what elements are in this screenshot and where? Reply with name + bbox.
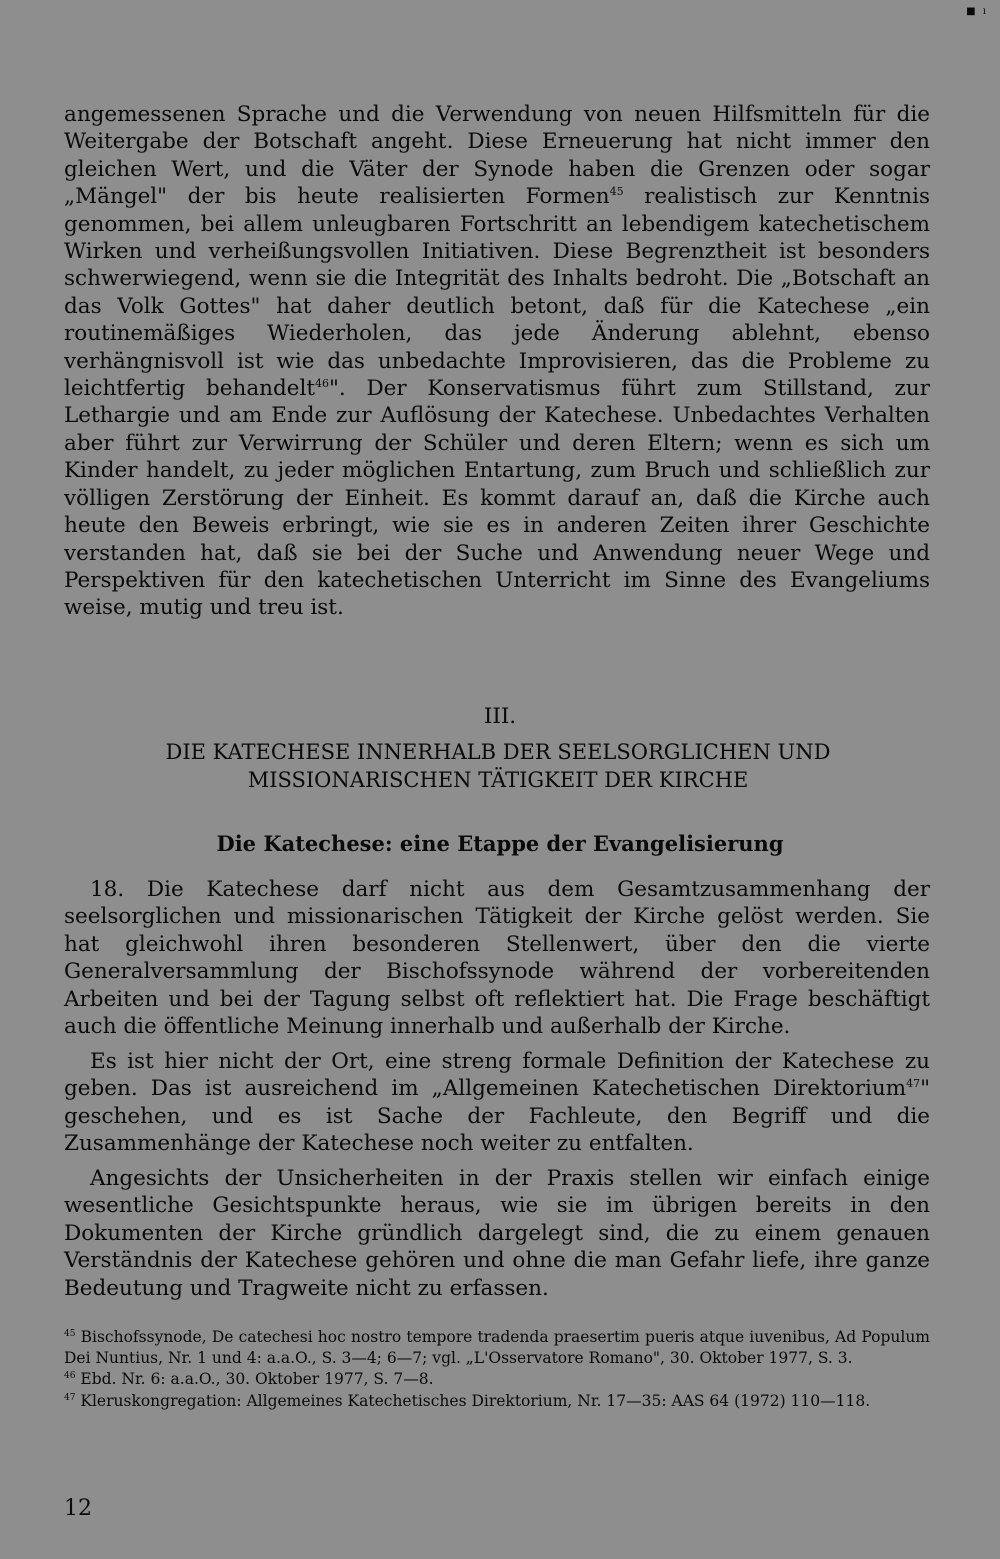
paragraph-definition: Es ist hier nicht der Ort, eine streng formale Definition der Katechese zu geben. Das ist ausreichend im „Allgemeinen Katechetischen Direktorium$^{47}$" geschehen, und es ist Sache der Fachleute, den Begriff und die Zusammenhänge der Katechese noch weiter zu entfalten.: [64, 1049, 930, 1157]
chapter-number: III.: [483, 704, 517, 729]
footnote-46: $^{46}$ Ebd. Nr. 6: a.a.O., 30. Oktober 1977, S. 7—8.: [64, 1370, 434, 1389]
paragraph-18: 18. Die Katechese darf nicht aus dem Gesamtzusammenhang der seelsorglichen und missionarischen Tätigkeit der Kirche gelöst werden. Sie hat gleichwohl ihren besonderen Stellenwert, über den die vierte Generalversammlung der Bischofssynode während der vorbereitenden Arbeiten und bei der Tagung selbst oft reflektiert hat. Die Frage beschäftigt auch die öffentliche Meinung innerhalb und außerhalb der Kirche.: [64, 877, 930, 1040]
paragraph-aspects: Angesichts der Unsicherheiten in der Praxis stellen wir einfach einige wesentliche Gesichtspunkte heraus, wie sie im übrigen bereits in den Dokumenten der Kirche gründlich dargelegt sind, die zu einem genauen Verständnis der Katechese gehören und ohne die man Gefahr liefe, ihre ganze Bedeutung und Tragweite nicht zu erfassen.: [64, 1166, 930, 1301]
paragraph-continuation: angemessenen Sprache und die Verwendung von neuen Hilfsmitteln für die Weitergabe der Botschaft angeht. Diese Erneuerung hat nicht immer den gleichen Wert, und die Väter der Synode haben die Grenzen oder sogar „Mängel" der bis heute realisierten Formen$^{45}$ realistisch zur Kenntnis genommen, bei allem unleugbaren Fortschritt an lebendigem katechetischem Wirken und verheißungsvollen Initiativen. Diese Begrenztheit ist besonders schwerwiegend, wenn sie die Integrität des Inhalts bedroht. Die „Botschaft an das Volk Gottes" hat daher deutlich betont, daß für die Katechese „ein routinemäßiges Wiederholen, das jede Änderung ablehnt, ebenso verhängnisvoll ist wie das unbedachte Improvisieren, das die Probleme zu leichtfertig behandelt$^{46}$". Der Konservatismus führt zum Stillstand, zur Lethargie und am Ende zur Auflösung der Katechese. Unbedachtes Verhalten aber führt zur Verwirrung der Schüler und deren Eltern; wenn es sich um Kinder handelt, zu jeder möglichen Entartung, zum Bruch und schließlich zur völligen Zerstörung der Einheit. Es kommt darauf an, daß die Kirche auch heute den Beweis erbringt, wie sie es in anderen Zeiten ihrer Geschichte verstanden hat, daß sie bei der Suche und Anwendung neuer Wege und Perspektiven für den katechetischen Unterricht im Sinne des Evangeliums weise, mutig und treu ist.: [64, 102, 930, 621]
footnote-ref-45: 45: [609, 185, 624, 199]
footnote-47: $^{47}$ Kleruskongregation: Allgemeines Katechetisches Direktorium, Nr. 17—35: AAS 64 (1972) 110—118.: [64, 1391, 871, 1410]
chapter-title: DIE KATECHESE INNERHALB DER SEELSORGLICHEN UND MISSIONARISCHEN TÄTIGKEIT DER KIRCHE: [165, 740, 831, 792]
corner-mark: ■ ı: [966, 6, 988, 17]
footnotes: [64, 1327, 930, 1412]
section-title: Die Katechese: eine Etappe der Evangelisierung: [216, 831, 784, 856]
footnote-45: $^{45}$ Bischofssynode, De catechesi hoc nostro tempore tradenda praesertim pueris atque iuvenibus, Ad Populum Dei Nuntius, Nr. 1 und 4: a.a.O., S. 3—4; 6—7; vgl. „L'Osservatore Romano", 30. Oktober 1977, S. 3.: [64, 1328, 930, 1368]
footnote-ref-47: 47: [906, 1077, 921, 1091]
page-number: 12: [64, 1496, 92, 1521]
footnote-ref-46: 46: [314, 377, 329, 391]
